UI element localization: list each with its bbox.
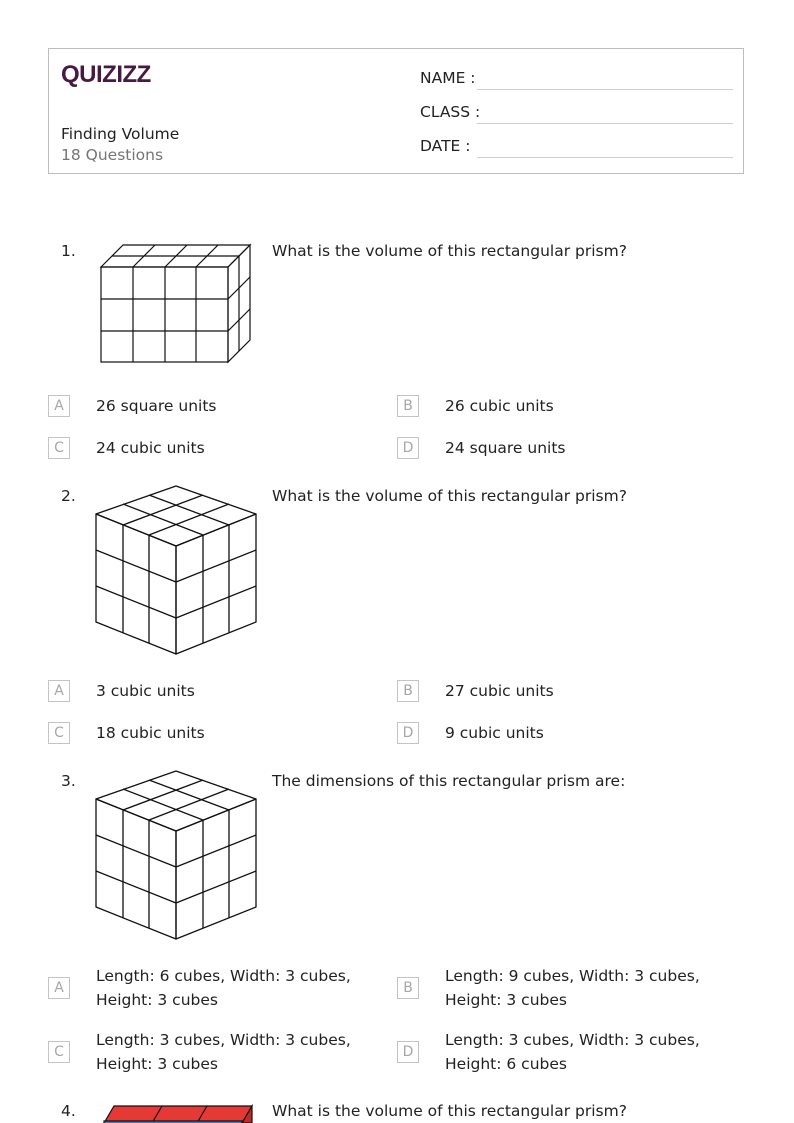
question-count: 18 Questions xyxy=(61,146,164,164)
q1-option-c-text[interactable]: 24 cubic units xyxy=(96,439,205,457)
q2-option-d-box[interactable]: D xyxy=(397,722,419,744)
worksheet-title: Finding Volume xyxy=(61,125,180,143)
question-2-cube-figure xyxy=(94,484,258,656)
class-label: CLASS : xyxy=(420,103,481,121)
q3-option-b-box[interactable]: B xyxy=(397,977,419,999)
q1-option-d-box[interactable]: D xyxy=(397,437,419,459)
q3-option-a-text[interactable]: Length: 6 cubes, Width: 3 cubes, Height: 3 cubes xyxy=(96,967,351,1009)
q3-option-a-box[interactable]: A xyxy=(48,977,70,999)
svg-text:QUIZIZZ: QUIZIZZ xyxy=(61,61,151,88)
q1-option-b-text[interactable]: 26 cubic units xyxy=(445,397,554,415)
question-4-prism-figure xyxy=(100,1103,256,1123)
question-1-number: 1. xyxy=(61,242,76,260)
q3-option-d-text[interactable]: Length: 3 cubes, Width: 3 cubes, Height: 6 cubes xyxy=(445,1031,700,1073)
date-field[interactable] xyxy=(477,157,733,158)
q2-option-a-box[interactable]: A xyxy=(48,680,70,702)
question-2-number: 2. xyxy=(61,487,76,505)
question-3-text: The dimensions of this rectangular prism are: xyxy=(272,772,626,790)
q2-option-a-text[interactable]: 3 cubic units xyxy=(96,682,195,700)
name-field[interactable] xyxy=(477,89,733,90)
date-label: DATE : xyxy=(420,137,471,155)
q2-option-c-text[interactable]: 18 cubic units xyxy=(96,724,205,742)
q2-option-c-box[interactable]: C xyxy=(48,722,70,744)
q2-option-b-text[interactable]: 27 cubic units xyxy=(445,682,554,700)
question-1-prism-figure xyxy=(96,240,256,366)
quizizz-logo xyxy=(61,59,153,93)
q1-option-c-box[interactable]: C xyxy=(48,437,70,459)
q1-option-d-text[interactable]: 24 square units xyxy=(445,439,566,457)
question-1-text: What is the volume of this rectangular prism? xyxy=(272,242,627,260)
question-2-text: What is the volume of this rectangular prism? xyxy=(272,487,627,505)
q1-option-a-box[interactable]: A xyxy=(48,395,70,417)
question-3-number: 3. xyxy=(61,772,76,790)
q3-option-c-text[interactable]: Length: 3 cubes, Width: 3 cubes, Height: 3 cubes xyxy=(96,1031,351,1073)
q3-option-b-text[interactable]: Length: 9 cubes, Width: 3 cubes, Height: 3 cubes xyxy=(445,967,700,1009)
quizizz-logo-icon xyxy=(61,59,153,89)
question-4-number: 4. xyxy=(61,1102,76,1120)
worksheet-header xyxy=(48,48,744,174)
q3-option-c-box[interactable]: C xyxy=(48,1041,70,1063)
q2-option-d-text[interactable]: 9 cubic units xyxy=(445,724,544,742)
q1-option-b-box[interactable]: B xyxy=(397,395,419,417)
class-field[interactable] xyxy=(477,123,733,124)
question-3-cube-figure xyxy=(94,769,258,941)
q1-option-a-text[interactable]: 26 square units xyxy=(96,397,217,415)
name-label: NAME : xyxy=(420,69,476,87)
q3-option-d-box[interactable]: D xyxy=(397,1041,419,1063)
question-4-text: What is the volume of this rectangular prism? xyxy=(272,1102,627,1120)
q2-option-b-box[interactable]: B xyxy=(397,680,419,702)
